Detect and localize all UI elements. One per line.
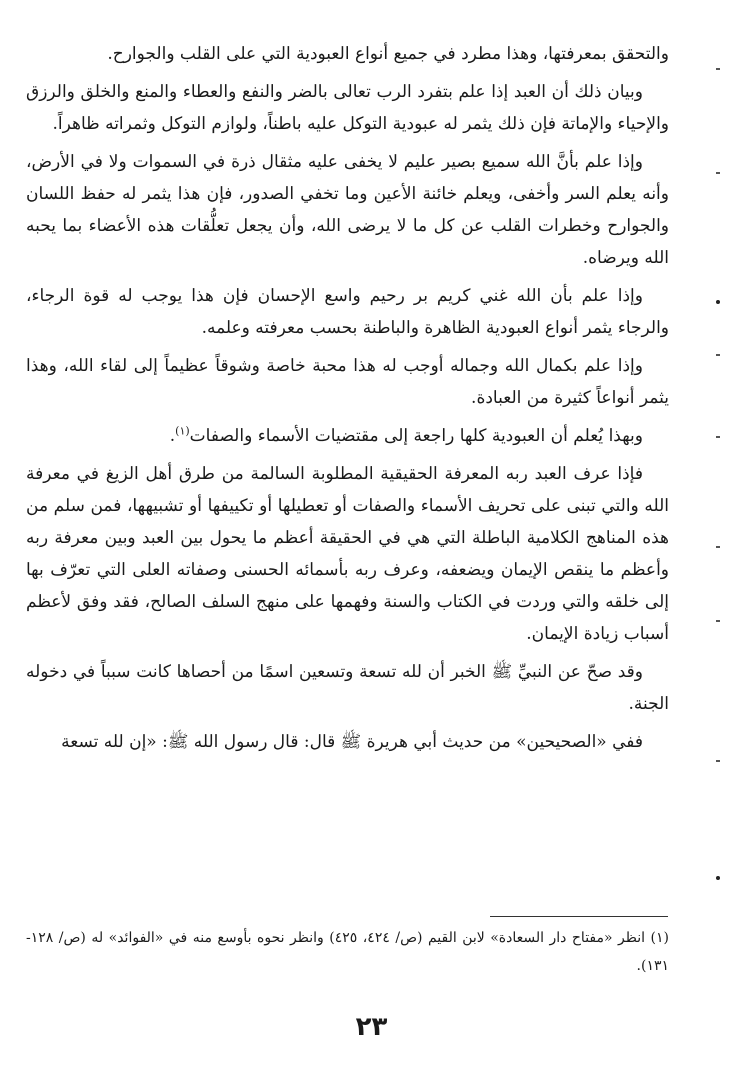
paragraph-4: وإذا علم بأن الله غني كريم بر رحيم واسع الإحسان فإن هذا يوجب له قوة الرجاء، والرجاء يثمر أنواع العبودية الظاهرة والباطنة بحسب معرفته وعلمه. xyxy=(26,286,669,338)
footnote-divider xyxy=(490,916,668,917)
footnote-reference[interactable]: (١) xyxy=(175,424,190,438)
paragraph-7: فإذا عرف العبد ربه المعرفة الحقيقية المطلوبة السالمة من طرق أهل الزيغ في معرفة الله والتي تبنى على تحريف الأسماء والصفات أو تعطيلها أو تكييفها أو تشبيهها، فمن سلم من هذه المناهج الكلامية الباطلة التي هي في الحقيقة أعظم ما يحول بين العبد وبين معرفة ربه وأعظم ما ينقص الإيمان ويضعفه، وعرف ربه بأسمائه الحسنى وصفاته العلى التي تعرّف بها إلى خلقه والتي وردت في الكتاب والسنة وفهمها على منهج السلف الصالح، فقد وفق لأعظم أسباب زيادة الإيمان. xyxy=(26,464,669,644)
margin-mark xyxy=(716,760,720,762)
page-number: ٢٣ xyxy=(355,1012,388,1042)
footnote-text: (١) انظر «مفتاح دار السعادة» لابن القيم (ص/ ٤٢٤، ٤٢٥) وانظر نحوه بأوسع منه في «الفوائد» له (ص/ ١٢٨- ١٣١). xyxy=(26,930,670,974)
margin-mark xyxy=(716,68,720,70)
paragraph-3: وإذا علم بأنَّ الله سميع بصير عليم لا يخفى عليه مثقال ذرة في السموات ولا في الأرض، وأنه يعلم السر وأخفى، ويعلم خائنة الأعين وما تخفي الصدور، فإن هذا يثمر له حفظ اللسان والجوارح وخطرات القلب عن كل ما لا يرضى الله، وأن يجعل تعلُّقات هذه الأعضاء بما يحبه الله ويرضاه. xyxy=(26,152,669,268)
margin-mark xyxy=(716,436,720,438)
paragraph-1: والتحقق بمعرفتها، وهذا مطرد في جميع أنواع العبودية التي على القلب والجوارح. xyxy=(107,44,669,64)
margin-mark xyxy=(716,300,720,304)
paragraph-5: وإذا علم بكمال الله وجماله أوجب له هذا محبة خاصة وشوقاً عظيماً إلى لقاء الله، وهذا يثمر أنواعاً كثيرة من العبادة. xyxy=(26,356,669,408)
margin-mark xyxy=(716,876,720,880)
paragraph-6: وبهذا يُعلم أن العبودية كلها راجعة إلى مقتضيات الأسماء والصفات$^{(١)}$. xyxy=(169,424,643,446)
paragraph-2: وبيان ذلك أن العبد إذا علم بتفرد الرب تعالى بالضر والنفع والعطاء والمنع والخلق والرزق والإحياء والإماتة فإن ذلك يثمر له عبودية التوكل عليه باطناً، ولوازم التوكل وثمراته ظاهراً. xyxy=(26,82,669,134)
paragraph-8: وقد صحّ عن النبيِّ ﷺ الخبر أن لله تسعة وتسعين اسمًا من أحصاها كانت سبباً في دخوله الجنة. xyxy=(26,662,669,714)
main-text xyxy=(26,38,669,764)
paragraph-9: ففي «الصحيحين» من حديث أبي هريرة ﷺ قال: قال رسول الله ﷺ: «إن لله تسعة xyxy=(61,732,643,752)
margin-mark xyxy=(716,354,720,356)
margin-mark xyxy=(716,172,720,174)
paragraph-6-text: وبهذا يُعلم أن العبودية كلها راجعة إلى مقتضيات الأسماء والصفات xyxy=(189,426,643,446)
margin-mark xyxy=(716,620,720,622)
margin-mark xyxy=(716,546,720,548)
